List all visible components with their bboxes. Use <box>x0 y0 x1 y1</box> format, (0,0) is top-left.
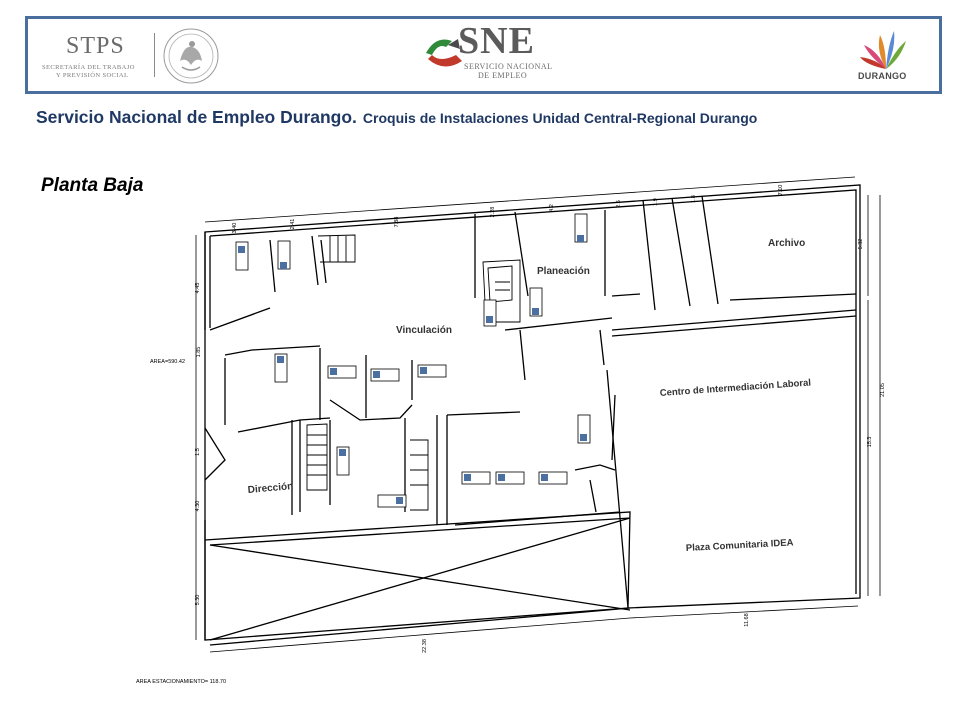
dimension-label-top: 3.40 <box>232 222 238 234</box>
dimension-label-right: 21.05 <box>880 383 886 397</box>
dimension-label-bottom: 11.68 <box>744 613 750 627</box>
dimension-label-top: 7.88 <box>394 216 400 228</box>
sne-subtitle-line1: SERVICIO NACIONAL <box>464 62 553 71</box>
dimension-label-left: 1.85 <box>196 346 202 358</box>
desk <box>418 365 446 377</box>
workstations <box>236 214 590 507</box>
desk <box>275 354 287 382</box>
dimension-label-top: 1.9 <box>653 198 659 206</box>
dimension-label-top: 1.8 <box>691 195 697 203</box>
floor-plan-walls <box>205 185 860 645</box>
plan-title: Planta Baja <box>41 175 144 196</box>
desk <box>578 415 590 443</box>
desk <box>575 214 587 242</box>
page-title-sub: Croquis de Instalaciones Unidad Central-Regional Durango <box>362 110 758 126</box>
dimension-label-left: 1.5 <box>195 448 201 456</box>
durango-name: DURANGO <box>858 71 907 81</box>
area-annotations <box>136 359 226 685</box>
stps-name: STPS <box>66 33 125 59</box>
desk <box>378 495 406 507</box>
dimension-label-top: 2.28 <box>490 206 496 218</box>
page-title-main: Servicio Nacional de Empleo Durango. <box>36 107 357 127</box>
desk <box>484 300 496 326</box>
dimension-label-left: 4.45 <box>195 282 201 294</box>
dimension-label-right: 5.32 <box>858 238 864 250</box>
desk <box>236 242 248 270</box>
desk <box>539 472 567 484</box>
dimension-label-top: 2.41 <box>290 218 296 230</box>
desk <box>328 366 356 378</box>
desk <box>371 369 399 381</box>
dimension-label-top: 2.5 <box>616 200 622 208</box>
desk <box>337 447 349 475</box>
desk <box>496 472 524 484</box>
area-label: AREA=590.42 <box>150 359 186 365</box>
room-labels <box>247 238 811 554</box>
dimension-label-bottom: 22.38 <box>422 639 428 653</box>
room-label-cil: Centro de Intermediación Laboral <box>659 377 812 399</box>
dimension-label-top: 4.2 <box>549 204 555 212</box>
room-label-direccion: Dirección <box>247 481 294 496</box>
room-label-archivo: Archivo <box>768 238 806 249</box>
dimension-labels <box>195 185 886 653</box>
parking-area-label: AREA ESTACIONAMIENTO= 118.70 <box>136 679 227 685</box>
room-label-plaza: Plaza Comunitaria IDEA <box>685 537 794 554</box>
stps-subtitle-line1: SECRETARÍA DEL TRABAJO <box>42 64 135 71</box>
desk <box>462 472 490 484</box>
desk <box>530 288 542 316</box>
dimension-label-right: 15.3 <box>867 436 873 448</box>
sne-name: SNE <box>458 20 535 62</box>
sne-subtitle-line2: DE EMPLEO <box>478 71 528 80</box>
stps-subtitle-line2: Y PREVISIÓN SOCIAL <box>56 72 129 79</box>
room-label-planeacion: Planeación <box>537 266 590 277</box>
dimension-label-top: 7.10 <box>778 184 784 196</box>
desk <box>278 241 290 269</box>
dimension-label-left: 4.30 <box>195 500 201 512</box>
dimension-label-left: 5.30 <box>195 594 201 606</box>
room-label-vinculacion: Vinculación <box>396 325 452 336</box>
